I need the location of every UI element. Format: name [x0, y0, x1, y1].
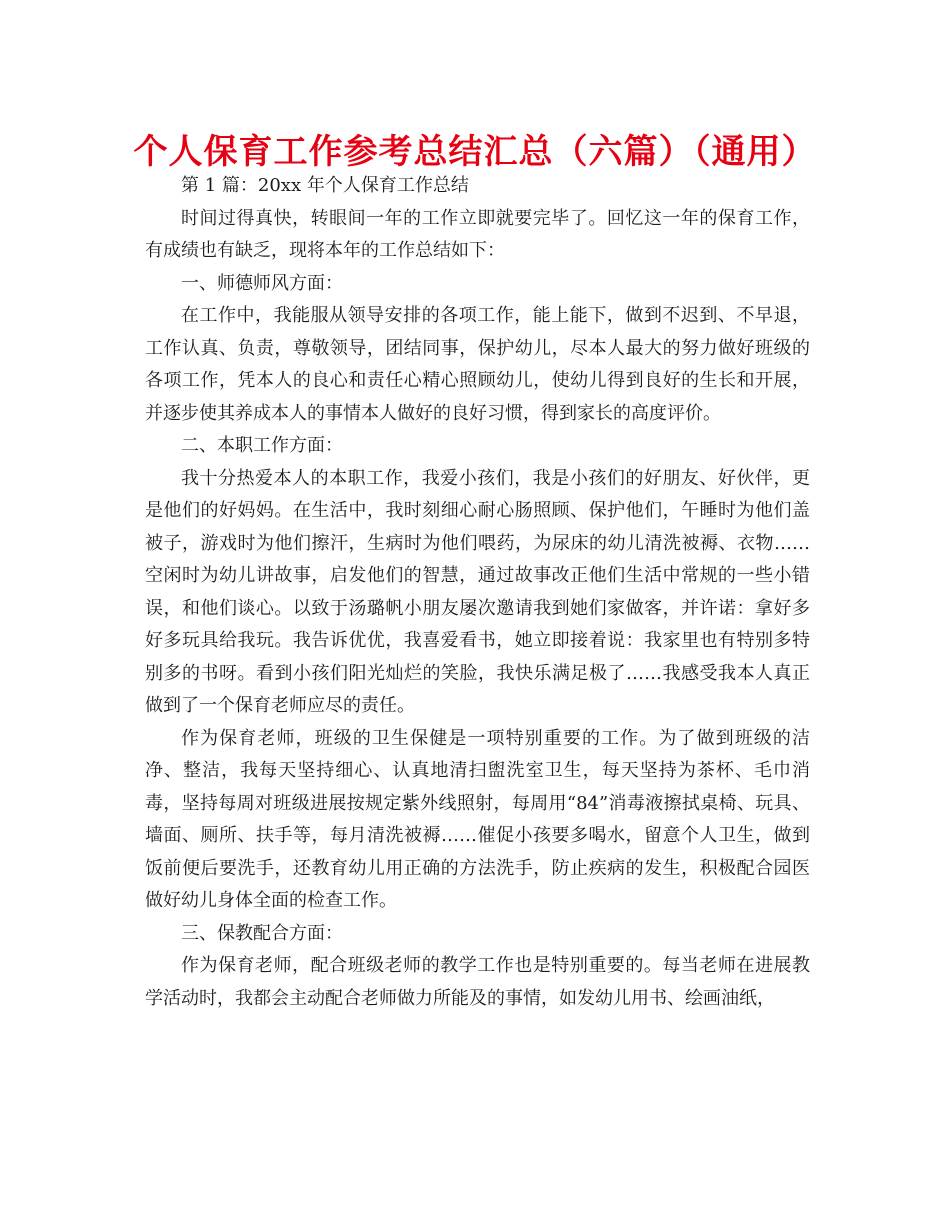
document-title: 个人保育工作参考总结汇总（六篇）（通用） [133, 132, 817, 172]
paragraph: 作为保育老师，配合班级老师的教学工作也是特别重要的。每当老师在进展教学活动时，我都会主动配合老师做力所能及的事情，如发幼儿用书、绘画油纸， [145, 955, 810, 1009]
article-subheading: 第 1 篇：20xx 年个人保育工作总结 [181, 175, 469, 196]
paragraph: 我十分热爱本人的本职工作，我爱小孩们，我是小孩们的好朋友、好伙伴，更是他们的好妈妈。在生活中，我时刻细心耐心肠照顾、保护他们，午睡时为他们盖被子，游戏时为他们擦汗，生病时为他们喂药，为尿床的幼儿清洗被褥、衣物……空闲时为幼儿讲故事，启发他们的智慧，通过故事改正他们生活中常规的一些小错误，和他们谈心。以致于汤璐帆小朋友屡次邀请我到她们家做客，并许诺：拿好多好多玩具给我玩。我告诉优优，我喜爱看书，她立即接着说：我家里也有特别多特别多的书呀。看到小孩们阳光灿烂的笑脸，我快乐满足极了……我感受我本人真正做到了一个保育老师应尽的责任。 [145, 467, 810, 716]
paragraph: 作为保育老师，班级的卫生保健是一项特别重要的工作。为了做到班级的洁净、整洁，我每天坚持细心、认真地清扫盥洗室卫生，每天坚持为茶杯、毛巾消毒，坚持每周对班级进展按规定紫外线照射，每周用“84”消毒液擦拭桌椅、玩具、墙面、厕所、扶手等，每月清洗被褥……催促小孩要多喝水，留意个人卫生，做到饭前便后要洗手，还教育幼儿用正确的方法洗手，防止疾病的发生，积极配合园医做好幼儿身体全面的检查工作。 [145, 727, 810, 911]
document-body [145, 170, 810, 1015]
paragraph: 在工作中，我能服从领导安排的各项工作，能上能下，做到不迟到、不早退，工作认真、负责，尊敬领导，团结同事，保护幼儿，尽本人最大的努力做好班级的各项工作，凭本人的良心和责任心精心照顾幼儿，使幼儿得到良好的生长和开展，并逐步使其养成本人的事情本人做好的良好习惯，得到家长的高度评价。 [145, 305, 810, 424]
section-heading: 三、保教配合方面： [181, 922, 343, 944]
paragraph: 时间过得真快，转眼间一年的工作立即就要完毕了。回忆这一年的保育工作，有成绩也有缺乏，现将本年的工作总结如下： [145, 207, 810, 261]
section-heading: 二、本职工作方面： [181, 435, 343, 456]
section-heading: 一、师德师风方面： [181, 272, 343, 294]
